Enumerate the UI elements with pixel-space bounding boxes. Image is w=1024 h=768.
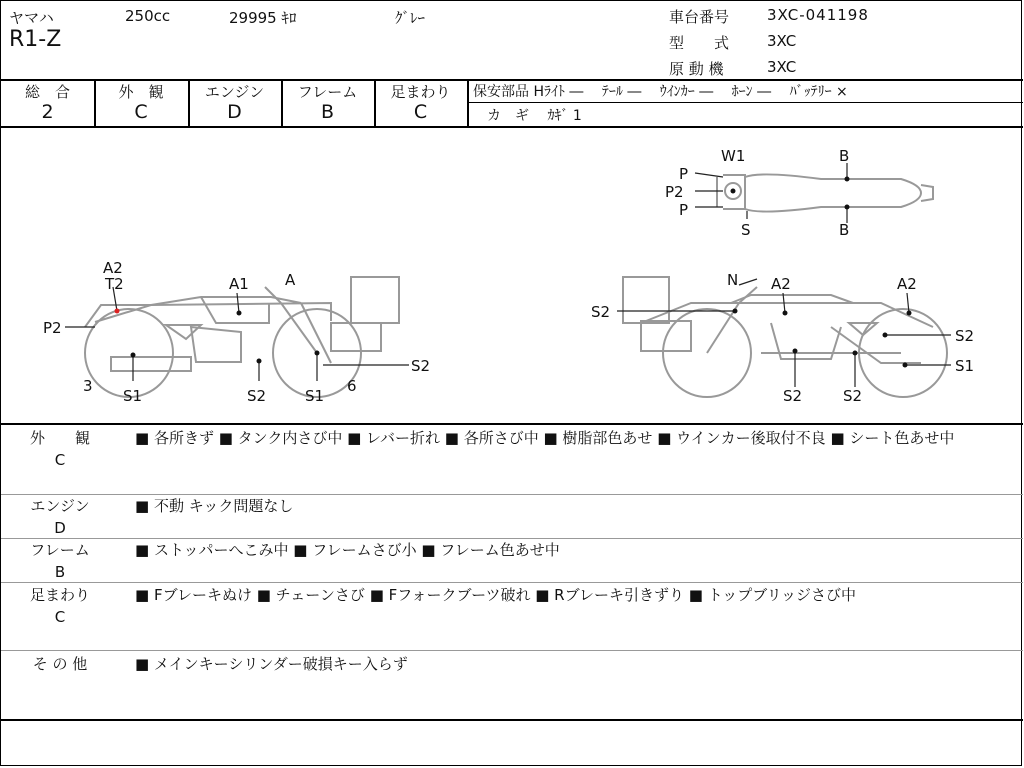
key-info: カ ギ ｶｷﾞ 1 — [487, 108, 582, 124]
engine-value: 3XC — [767, 58, 797, 76]
section-exterior-grade: C — [54, 451, 66, 469]
label-w1-top: W1 — [721, 147, 746, 165]
color: ｸﾞﾚｰ — [395, 9, 426, 27]
label-n-right: N — [727, 271, 739, 289]
label-6-left: 6 — [347, 377, 357, 395]
label-p-top-b: P — [679, 201, 689, 219]
engine-cc: 250cc — [125, 7, 171, 25]
frame-no-value: 3XC-041198 — [767, 6, 869, 24]
safety-parts: 保安部品 Hﾗｲﾄ ― ﾃｰﾙ ― ｳｲﾝｶｰ ― ﾎｰﾝ ― ﾊﾞｯﾃﾘｰ × — [473, 84, 848, 100]
label-a2-left: A2 — [103, 259, 123, 277]
label-a1-left: A1 — [229, 275, 249, 293]
label-s-top: S — [741, 221, 751, 239]
section-engine-label — [1, 495, 119, 539]
grade-engine-label: エンジン — [204, 83, 265, 101]
grade-engine-value: D — [227, 101, 242, 123]
divider — [1, 650, 1023, 651]
divider — [1, 582, 1023, 583]
engine-label: 原 動 機 — [669, 60, 724, 78]
label-b-top-a: B — [839, 147, 850, 165]
label-s1-left-b: S1 — [305, 387, 325, 405]
type-label: 型 式 — [669, 34, 730, 52]
section-suspension-title: 足まわり — [29, 586, 90, 604]
section-frame-title: フレーム — [30, 541, 90, 559]
label-p2-left: P2 — [43, 319, 62, 337]
divider — [467, 102, 1023, 103]
frame-no-label: 車台番号 — [669, 8, 730, 26]
grade-exterior-value: C — [134, 101, 148, 123]
section-suspension-text: ■ Fブレーキぬけ ■ チェーンさび ■ Fフォークブーツ破れ ■ Rブレーキ引きずり ■ トップブリッジさび中 — [135, 586, 857, 604]
right-bike-illustration — [623, 277, 947, 397]
section-engine-grade: D — [54, 519, 66, 537]
section-other-text: ■ メインキーシリンダー破損キー入らず — [135, 655, 408, 673]
label-s1-right: S1 — [955, 357, 975, 375]
label-s2-right-b: S2 — [955, 327, 975, 345]
label-s2-left-b: S2 — [411, 357, 431, 375]
top-view-illustration — [717, 174, 933, 211]
section-other-title: そ の 他 — [32, 655, 88, 673]
section-frame-label — [1, 539, 119, 583]
grade-suspension-value: C — [413, 101, 428, 123]
label-3-left: 3 — [83, 377, 93, 395]
section-exterior-text: ■ 各所きず ■ タンク内さび中 ■ レバー折れ ■ 各所さび中 ■ 樹脂部色あせ ■ ウインカー後取付不良 ■ シート色あせ中 — [135, 429, 955, 447]
label-a-left: A — [285, 271, 296, 289]
section-engine-text: ■ 不動 キック問題なし — [135, 497, 294, 515]
grade-total-value: 2 — [41, 101, 54, 123]
label-s1-left-a: S1 — [123, 387, 143, 405]
section-engine-title: エンジン — [30, 497, 90, 515]
label-a2-right-b: A2 — [897, 275, 917, 293]
grade-total-label: 総 合 — [24, 83, 70, 101]
section-exterior-label — [1, 427, 119, 471]
section-frame-text: ■ ストッパーへこみ中 ■ フレームさび小 ■ フレーム色あせ中 — [135, 541, 560, 559]
label-a2-right-a: A2 — [771, 275, 791, 293]
grade-frame-value: B — [320, 101, 335, 123]
label-t2-left: T2 — [105, 275, 124, 293]
label-s2-right-d: S2 — [843, 387, 863, 405]
grade-exterior-label: 外 観 — [118, 83, 164, 101]
label-s2-right-c: S2 — [783, 387, 803, 405]
label-p2-top: P2 — [665, 183, 684, 201]
damage-diagram — [1, 127, 1023, 423]
type-value: 3XC — [767, 32, 797, 50]
divider — [1, 719, 1023, 721]
label-b-top-b: B — [839, 221, 850, 239]
grade-suspension-label: 足まわり — [390, 83, 451, 101]
section-frame-grade: B — [54, 563, 66, 581]
divider — [1, 423, 1023, 425]
section-other-label — [1, 653, 119, 675]
label-p-top-a: P — [679, 165, 689, 183]
section-suspension-label — [1, 584, 119, 628]
model-name: R1-Z — [9, 27, 62, 52]
label-s2-left-a: S2 — [247, 387, 267, 405]
section-suspension-grade: C — [54, 608, 66, 626]
mileage: 29995 ｷﾛ — [229, 9, 297, 27]
maker: ヤマハ — [9, 9, 54, 27]
label-s2-right-a: S2 — [591, 303, 611, 321]
grade-frame-label: フレーム — [297, 83, 358, 101]
section-exterior-title: 外 観 — [29, 429, 90, 447]
